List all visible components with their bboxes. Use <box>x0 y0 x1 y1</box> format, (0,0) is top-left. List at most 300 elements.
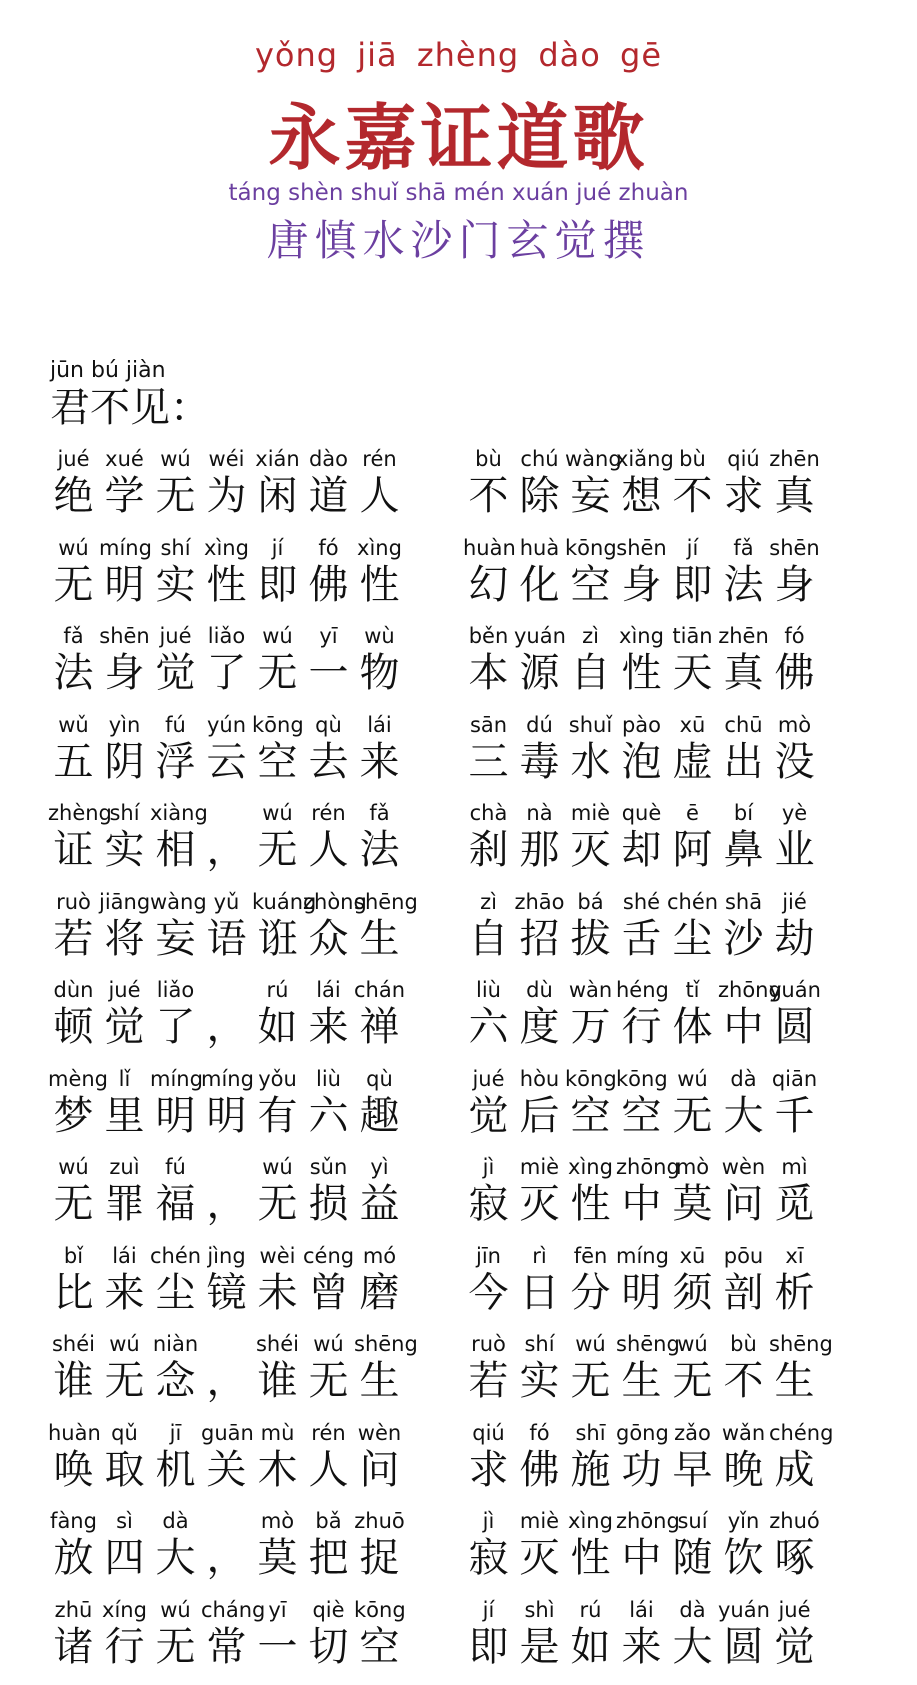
pinyin-syllable: chén <box>150 1243 201 1269</box>
hanzi-character: 身 <box>99 649 150 697</box>
hanzi-character: 空 <box>616 1092 667 1140</box>
pinyin-syllable: shéi <box>252 1331 303 1357</box>
verse-row <box>48 1066 878 1155</box>
hanzi-row <box>48 826 463 874</box>
hanzi-character: 镜 <box>201 1269 252 1317</box>
verse-row <box>48 1331 878 1420</box>
hanzi-character: 无 <box>48 561 99 609</box>
pinyin-row <box>463 1066 878 1092</box>
verse-line-left <box>48 1066 463 1155</box>
hanzi-character: 谁 <box>48 1357 99 1405</box>
pinyin-syllable: shé <box>616 889 667 915</box>
hanzi-character: 舌 <box>616 915 667 963</box>
hanzi-row <box>48 1269 463 1317</box>
hanzi-character: 觉 <box>463 1092 514 1140</box>
hanzi-character: 剖 <box>718 1269 769 1317</box>
hanzi-row <box>463 1534 878 1582</box>
hanzi-character: 关 <box>201 1446 252 1494</box>
hanzi-character: 成 <box>769 1446 820 1494</box>
hanzi-character: 空 <box>252 738 303 786</box>
hanzi-character: 一 <box>252 1623 303 1671</box>
pinyin-row <box>463 1420 878 1446</box>
verse-line-left <box>48 800 463 889</box>
pinyin-syllable: xìng <box>354 535 405 561</box>
pinyin-syllable: bí <box>718 800 769 826</box>
hanzi-character: 捉 <box>354 1534 405 1582</box>
pinyin-syllable: chū <box>718 712 769 738</box>
hanzi-character: 性 <box>201 561 252 609</box>
pinyin-syllable: sì <box>99 1508 150 1534</box>
pinyin-syllable: guān <box>201 1420 252 1446</box>
pinyin-syllable: ruò <box>463 1331 514 1357</box>
pinyin-syllable: jì <box>463 1508 514 1534</box>
pinyin-syllable: qǔ <box>99 1420 150 1446</box>
verse-line-right <box>463 623 878 712</box>
hanzi-character: 劫 <box>769 915 820 963</box>
pinyin-syllable: bù <box>463 446 514 472</box>
hanzi-character: 招 <box>514 915 565 963</box>
hanzi-character: 明 <box>150 1092 201 1140</box>
pinyin-syllable: rì <box>514 1243 565 1269</box>
hanzi-character: 觉 <box>150 649 201 697</box>
hanzi-character: 身 <box>616 561 667 609</box>
pinyin-syllable: fú <box>150 712 201 738</box>
pinyin-syllable: zhuó <box>769 1508 820 1534</box>
hanzi-character: 虚 <box>667 738 718 786</box>
hanzi-character: 诳 <box>252 915 303 963</box>
hanzi-character: 施 <box>565 1446 616 1494</box>
hanzi-character: 法 <box>354 826 405 874</box>
hanzi-character: 了 <box>150 1003 201 1051</box>
hanzi-character: 明 <box>99 561 150 609</box>
hanzi-character: ， <box>201 1357 252 1405</box>
verse-line-left <box>48 1420 463 1509</box>
pinyin-syllable: mèng <box>48 1066 99 1092</box>
pinyin-syllable: bǐ <box>48 1243 99 1269</box>
pinyin-row <box>48 446 463 472</box>
hanzi-character: 灭 <box>514 1180 565 1228</box>
pinyin-syllable: niàn <box>150 1331 201 1357</box>
hanzi-character: 明 <box>616 1269 667 1317</box>
verse-line-right <box>463 1066 878 1155</box>
author-pinyin: táng shèn shuǐ shā mén xuán jué zhuàn <box>0 180 917 206</box>
hanzi-row <box>48 1092 463 1140</box>
pinyin-syllable: dùn <box>48 977 99 1003</box>
pinyin-syllable: bù <box>667 446 718 472</box>
pinyin-syllable: xián <box>252 446 303 472</box>
pinyin-syllable: gōng <box>616 1420 667 1446</box>
hanzi-character: 大 <box>150 1534 201 1582</box>
pinyin-syllable: wú <box>252 623 303 649</box>
verse-row <box>48 1597 878 1685</box>
pinyin-row <box>48 535 463 561</box>
hanzi-character: 中 <box>616 1180 667 1228</box>
pinyin-row <box>463 889 878 915</box>
pinyin-syllable: wú <box>303 1331 354 1357</box>
hanzi-character: 妄 <box>565 472 616 520</box>
pinyin-syllable: wú <box>99 1331 150 1357</box>
pinyin-syllable: miè <box>514 1508 565 1534</box>
hanzi-character: 没 <box>769 738 820 786</box>
pinyin-row <box>48 889 463 915</box>
hanzi-character: 无 <box>150 472 201 520</box>
hanzi-character: 学 <box>99 472 150 520</box>
author-line: 唐慎水沙门玄觉撰 <box>0 208 917 268</box>
pinyin-syllable: cháng <box>201 1597 252 1623</box>
pinyin-syllable: wǔ <box>48 712 99 738</box>
hanzi-character: 实 <box>150 561 201 609</box>
hanzi-character: 未 <box>252 1269 303 1317</box>
pinyin-row <box>48 1420 463 1446</box>
pinyin-syllable: shuǐ <box>565 712 616 738</box>
pinyin-syllable: rú <box>565 1597 616 1623</box>
pinyin-syllable: běn <box>463 623 514 649</box>
hanzi-character: 日 <box>514 1269 565 1317</box>
verse-line-left <box>48 1597 463 1685</box>
pinyin-syllable: tǐ <box>667 977 718 1003</box>
pinyin-syllable <box>201 1331 252 1357</box>
hanzi-character: 刹 <box>463 826 514 874</box>
hanzi-character: 来 <box>303 1003 354 1051</box>
pinyin-syllable: wú <box>252 800 303 826</box>
hanzi-character: 来 <box>616 1623 667 1671</box>
hanzi-character: 觉 <box>99 1003 150 1051</box>
hanzi-character: 法 <box>48 649 99 697</box>
pinyin-syllable: qù <box>354 1066 405 1092</box>
hanzi-row <box>48 1534 463 1582</box>
hanzi-character: 如 <box>565 1623 616 1671</box>
hanzi-character: 取 <box>99 1446 150 1494</box>
pinyin-syllable: zhāo <box>514 889 565 915</box>
verse-line-right <box>463 535 878 624</box>
hanzi-character: 人 <box>303 1446 354 1494</box>
pinyin-syllable: mò <box>769 712 820 738</box>
hanzi-character: 无 <box>252 1180 303 1228</box>
hanzi-character: 晚 <box>718 1446 769 1494</box>
pinyin-row <box>48 977 463 1003</box>
hanzi-character: 除 <box>514 472 565 520</box>
hanzi-character: 为 <box>201 472 252 520</box>
pinyin-syllable: kuáng <box>252 889 303 915</box>
pinyin-syllable: rén <box>303 800 354 826</box>
hanzi-character: 六 <box>303 1092 354 1140</box>
hanzi-character: 化 <box>514 561 565 609</box>
pinyin-syllable: shēng <box>769 1331 820 1357</box>
pinyin-syllable: chú <box>514 446 565 472</box>
pinyin-syllable: yǐn <box>718 1508 769 1534</box>
pinyin-syllable: dú <box>514 712 565 738</box>
verse-row <box>48 446 878 535</box>
pinyin-row <box>48 1066 463 1092</box>
pinyin-syllable: míng <box>150 1066 201 1092</box>
pinyin-syllable: wàn <box>565 977 616 1003</box>
pinyin-syllable: qiān <box>769 1066 820 1092</box>
hanzi-row <box>48 738 463 786</box>
hanzi-character: 即 <box>667 561 718 609</box>
hanzi-character: 常 <box>201 1623 252 1671</box>
hanzi-character: 无 <box>667 1357 718 1405</box>
pinyin-syllable: fó <box>303 535 354 561</box>
hanzi-character: 体 <box>667 1003 718 1051</box>
pinyin-syllable: bù <box>718 1331 769 1357</box>
pinyin-syllable: lái <box>354 712 405 738</box>
hanzi-character: 不 <box>463 472 514 520</box>
hanzi-character: 实 <box>514 1357 565 1405</box>
hanzi-character: 无 <box>667 1092 718 1140</box>
hanzi-character: 阴 <box>99 738 150 786</box>
pinyin-syllable: jí <box>667 535 718 561</box>
pinyin-syllable: wàng <box>565 446 616 472</box>
pinyin-syllable: xiǎng <box>616 446 667 472</box>
hanzi-character: 阿 <box>667 826 718 874</box>
hanzi-character: 把 <box>303 1534 354 1582</box>
hanzi-character: 趣 <box>354 1092 405 1140</box>
hanzi-character: 毒 <box>514 738 565 786</box>
hanzi-character: 众 <box>303 915 354 963</box>
pinyin-syllable: rén <box>354 446 405 472</box>
pinyin-syllable: yún <box>201 712 252 738</box>
pinyin-row <box>463 1508 878 1534</box>
pinyin-syllable: miè <box>565 800 616 826</box>
hanzi-character: 无 <box>303 1357 354 1405</box>
pinyin-syllable: xíng <box>99 1597 150 1623</box>
pinyin-syllable: tiān <box>667 623 718 649</box>
hanzi-character: 无 <box>252 649 303 697</box>
hanzi-character: 灭 <box>565 826 616 874</box>
pinyin-row <box>463 1154 878 1180</box>
pinyin-syllable: dà <box>718 1066 769 1092</box>
hanzi-character: 业 <box>769 826 820 874</box>
pinyin-syllable: rén <box>303 1420 354 1446</box>
verse-row <box>48 977 878 1066</box>
hanzi-character: 人 <box>303 826 354 874</box>
pinyin-row <box>463 712 878 738</box>
hanzi-character: 源 <box>514 649 565 697</box>
pinyin-syllable: zì <box>565 623 616 649</box>
pinyin-syllable: pào <box>616 712 667 738</box>
hanzi-character: 寂 <box>463 1534 514 1582</box>
pinyin-syllable: mó <box>354 1243 405 1269</box>
pinyin-syllable: wú <box>48 535 99 561</box>
hanzi-character: 问 <box>718 1180 769 1228</box>
hanzi-character: 有 <box>252 1092 303 1140</box>
pinyin-syllable: pōu <box>718 1243 769 1269</box>
hanzi-character: 谁 <box>252 1357 303 1405</box>
hanzi-character: 益 <box>354 1180 405 1228</box>
hanzi-character: 禅 <box>354 1003 405 1051</box>
pinyin-syllable: fǎ <box>48 623 99 649</box>
hanzi-row <box>48 1446 463 1494</box>
pinyin-syllable: héng <box>616 977 667 1003</box>
verse-row <box>48 889 878 978</box>
pinyin-syllable: zì <box>463 889 514 915</box>
pinyin-syllable: xiàng <box>150 800 201 826</box>
hanzi-character: 泡 <box>616 738 667 786</box>
pinyin-syllable: yǔ <box>201 889 252 915</box>
hanzi-character: 如 <box>252 1003 303 1051</box>
hanzi-character: 语 <box>201 915 252 963</box>
pinyin-syllable: jié <box>769 889 820 915</box>
pinyin-row <box>463 535 878 561</box>
pinyin-syllable: fǎ <box>718 535 769 561</box>
pinyin-syllable: mì <box>769 1154 820 1180</box>
pinyin-syllable <box>201 977 252 1003</box>
pinyin-syllable: kōng <box>565 535 616 561</box>
hanzi-row <box>463 649 878 697</box>
hanzi-character: 性 <box>354 561 405 609</box>
pinyin-syllable: wéi <box>201 446 252 472</box>
hanzi-character: 今 <box>463 1269 514 1317</box>
hanzi-character: 罪 <box>99 1180 150 1228</box>
pinyin-syllable: zǎo <box>667 1420 718 1446</box>
pinyin-syllable: wèn <box>718 1154 769 1180</box>
pinyin-syllable: suí <box>667 1508 718 1534</box>
pinyin-syllable: fú <box>150 1154 201 1180</box>
hanzi-character: 生 <box>769 1357 820 1405</box>
hanzi-character: 六 <box>463 1003 514 1051</box>
pinyin-syllable: mù <box>252 1420 303 1446</box>
pinyin-syllable: jué <box>463 1066 514 1092</box>
verse-row <box>48 535 878 624</box>
verse-row <box>48 1154 878 1243</box>
hanzi-character: 即 <box>463 1623 514 1671</box>
pinyin-syllable: zhū <box>48 1597 99 1623</box>
pinyin-syllable: qiú <box>718 446 769 472</box>
verse-table <box>48 446 878 1685</box>
hanzi-row <box>463 1269 878 1317</box>
hanzi-row <box>463 738 878 786</box>
hanzi-character: 行 <box>616 1003 667 1051</box>
hanzi-character: ， <box>201 1534 252 1582</box>
hanzi-character: 性 <box>565 1180 616 1228</box>
verse-line-right <box>463 1420 878 1509</box>
pinyin-syllable: jué <box>769 1597 820 1623</box>
hanzi-character: 不 <box>667 472 718 520</box>
verse-row <box>48 712 878 801</box>
pinyin-syllable: shēng <box>616 1331 667 1357</box>
hanzi-row <box>463 1003 878 1051</box>
hanzi-character: 绝 <box>48 472 99 520</box>
hanzi-character: 度 <box>514 1003 565 1051</box>
hanzi-character: 想 <box>616 472 667 520</box>
pinyin-syllable: dà <box>667 1597 718 1623</box>
pinyin-row <box>463 623 878 649</box>
pinyin-syllable <box>201 1508 252 1534</box>
hanzi-character: 真 <box>718 649 769 697</box>
pinyin-syllable: xū <box>667 712 718 738</box>
pinyin-syllable: zhèng <box>48 800 99 826</box>
hanzi-character: 无 <box>565 1357 616 1405</box>
pinyin-syllable: zhōng <box>718 977 769 1003</box>
hanzi-character: 了 <box>201 649 252 697</box>
pinyin-row <box>48 1154 463 1180</box>
pinyin-syllable: mò <box>667 1154 718 1180</box>
pinyin-syllable: zhēn <box>769 446 820 472</box>
hanzi-character: 中 <box>718 1003 769 1051</box>
pinyin-row <box>48 1243 463 1269</box>
hanzi-character: 念 <box>150 1357 201 1405</box>
pinyin-syllable: chán <box>354 977 405 1003</box>
pinyin-syllable: rú <box>252 977 303 1003</box>
hanzi-character: 幻 <box>463 561 514 609</box>
hanzi-character: 佛 <box>514 1446 565 1494</box>
title-pinyin: yǒng jiā zhèng dào gē <box>0 36 917 74</box>
hanzi-character: 唤 <box>48 1446 99 1494</box>
hanzi-character: 明 <box>201 1092 252 1140</box>
pinyin-syllable: chén <box>667 889 718 915</box>
hanzi-character: 顿 <box>48 1003 99 1051</box>
pinyin-syllable: bǎ <box>303 1508 354 1534</box>
pinyin-syllable: sǔn <box>303 1154 354 1180</box>
verse-line-right <box>463 1154 878 1243</box>
hanzi-row <box>463 1180 878 1228</box>
pinyin-syllable: shí <box>99 800 150 826</box>
hanzi-character: 啄 <box>769 1534 820 1582</box>
verse-row <box>48 800 878 889</box>
pinyin-syllable: jìng <box>201 1243 252 1269</box>
pinyin-syllable: dà <box>150 1508 201 1534</box>
hanzi-character: 尘 <box>150 1269 201 1317</box>
verse-row <box>48 1420 878 1509</box>
hanzi-character: 随 <box>667 1534 718 1582</box>
pinyin-syllable: shēng <box>354 889 405 915</box>
hanzi-character: 天 <box>667 649 718 697</box>
hanzi-character: 功 <box>616 1446 667 1494</box>
hanzi-row <box>48 472 463 520</box>
hanzi-character: 曾 <box>303 1269 354 1317</box>
hanzi-character: 寂 <box>463 1180 514 1228</box>
hanzi-character: 问 <box>354 1446 405 1494</box>
hanzi-character: 佛 <box>769 649 820 697</box>
hanzi-character: 即 <box>252 561 303 609</box>
hanzi-character: 后 <box>514 1092 565 1140</box>
pinyin-row <box>463 446 878 472</box>
verse-line-right <box>463 446 878 535</box>
pinyin-syllable: què <box>616 800 667 826</box>
opening-text: 君不见： <box>50 384 210 432</box>
pinyin-syllable: céng <box>303 1243 354 1269</box>
hanzi-character: 物 <box>354 649 405 697</box>
pinyin-syllable: fó <box>514 1420 565 1446</box>
pinyin-syllable: liǎo <box>201 623 252 649</box>
pinyin-syllable: huà <box>514 535 565 561</box>
hanzi-character: 分 <box>565 1269 616 1317</box>
hanzi-character: 法 <box>718 561 769 609</box>
pinyin-syllable: míng <box>616 1243 667 1269</box>
hanzi-character: 析 <box>769 1269 820 1317</box>
hanzi-character: 空 <box>354 1623 405 1671</box>
pinyin-syllable: wú <box>252 1154 303 1180</box>
hanzi-row <box>48 915 463 963</box>
pinyin-syllable: shā <box>718 889 769 915</box>
pinyin-syllable: wǎn <box>718 1420 769 1446</box>
hanzi-character: 佛 <box>303 561 354 609</box>
pinyin-syllable: yuán <box>514 623 565 649</box>
pinyin-syllable: liǎo <box>150 977 201 1003</box>
hanzi-character: ， <box>201 1180 252 1228</box>
pinyin-syllable: shéi <box>48 1331 99 1357</box>
pinyin-syllable: mò <box>252 1508 303 1534</box>
hanzi-character: 不 <box>718 1357 769 1405</box>
hanzi-character: 空 <box>565 1092 616 1140</box>
pinyin-syllable: jí <box>463 1597 514 1623</box>
verse-line-right <box>463 1508 878 1597</box>
hanzi-character: 灭 <box>514 1534 565 1582</box>
hanzi-character: 自 <box>463 915 514 963</box>
hanzi-character: 将 <box>99 915 150 963</box>
pinyin-row <box>48 712 463 738</box>
pinyin-row <box>48 1597 463 1623</box>
